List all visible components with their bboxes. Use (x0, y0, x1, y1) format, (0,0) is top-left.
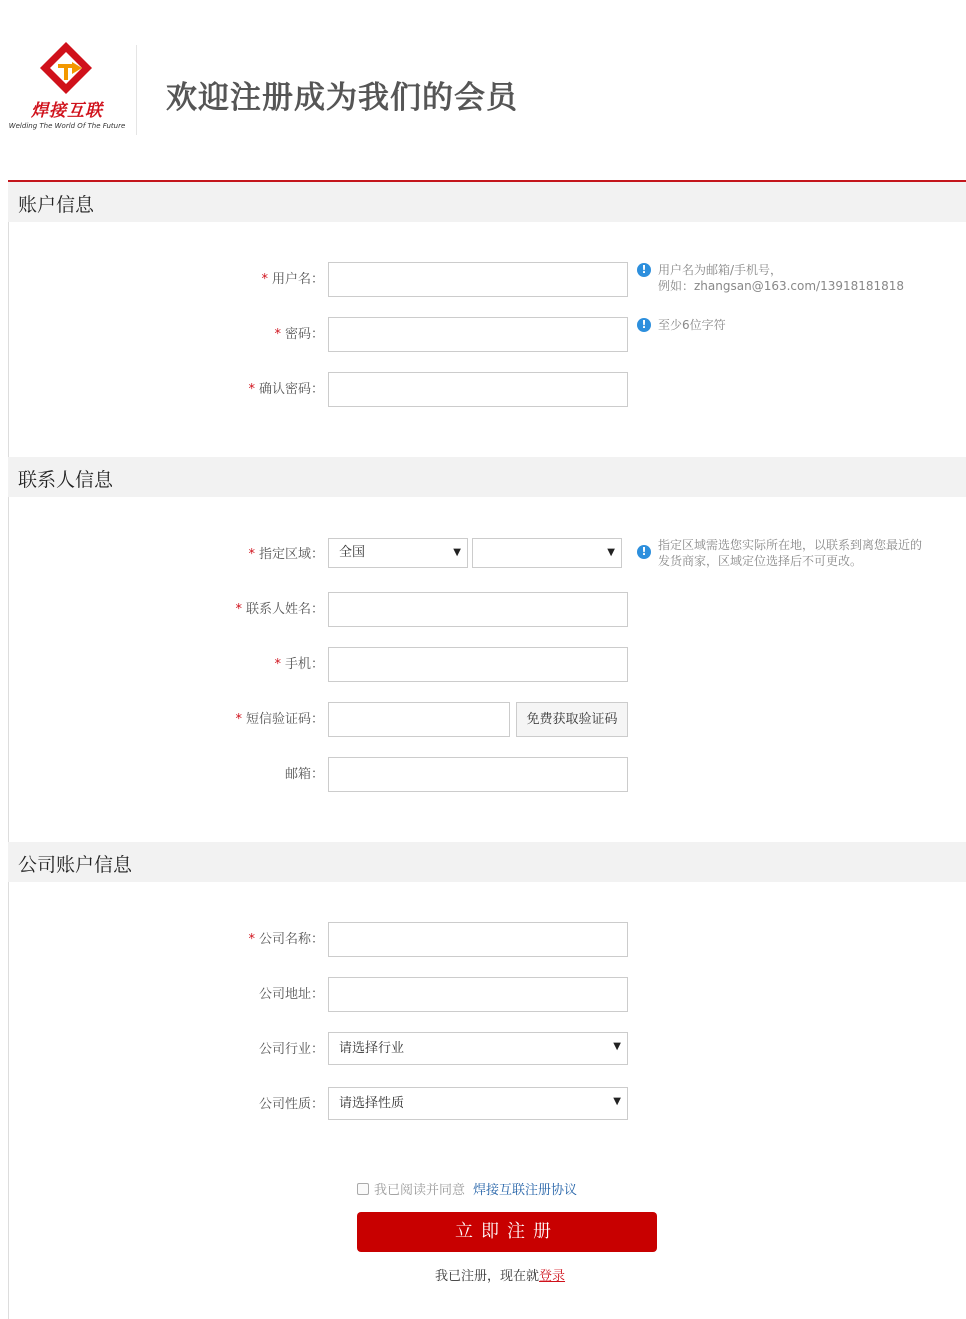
required-mark: * (261, 272, 268, 287)
contact-name-label: * 联系人姓名： (235, 602, 324, 617)
chevron-down-icon: ▼ (607, 547, 615, 558)
username-label: * 用户名： (261, 272, 324, 287)
agreement-row (357, 1179, 577, 1198)
chevron-down-icon: ▼ (613, 1041, 621, 1052)
get-sms-code-button[interactable]: 免费获取验证码 (516, 702, 628, 737)
company-address-input[interactable] (328, 977, 628, 1012)
brand-logo-icon (38, 40, 94, 96)
info-icon: ! (637, 318, 651, 332)
required-mark: * (235, 712, 242, 727)
phone-input[interactable] (328, 647, 628, 682)
section-title: 联系人信息 (18, 469, 114, 491)
logo-text: 焊接互联 (31, 101, 103, 121)
company-name-input[interactable] (328, 922, 628, 957)
subregion-select[interactable] (472, 538, 622, 568)
username-input[interactable] (328, 262, 628, 297)
page-header (0, 0, 966, 180)
section-account-header (8, 182, 966, 222)
company-industry-label: 公司行业： (258, 1042, 324, 1057)
chevron-down-icon: ▼ (613, 1096, 621, 1107)
required-mark: * (248, 382, 255, 397)
section-title: 账户信息 (18, 194, 95, 216)
brand-logo[interactable] (8, 40, 126, 135)
required-mark: * (248, 932, 255, 947)
region-hint: ! 指定区域需选您实际所在地，以联系到离您最近的 发货商家，区域定位选择后不可更改。 (637, 537, 957, 571)
confirm-password-input[interactable] (328, 372, 628, 407)
contact-name-input[interactable] (328, 592, 628, 627)
agree-text: 我已阅读并同意 (374, 1183, 466, 1198)
sms-code-label: * 短信验证码： (235, 712, 324, 727)
company-address-label: 公司地址： (258, 987, 324, 1002)
email-input[interactable] (328, 757, 628, 792)
password-hint: ! 至少6位字符 (637, 317, 837, 335)
section-contact-header (8, 457, 966, 497)
confirm-password-label: * 确认密码： (248, 382, 324, 397)
phone-label: * 手机： (274, 657, 324, 672)
company-name-label: * 公司名称： (248, 932, 324, 947)
login-prompt-row (435, 1265, 565, 1284)
login-prompt: 我已注册，现在就 (435, 1269, 540, 1284)
required-mark: * (235, 602, 242, 617)
login-link[interactable]: 登录 (539, 1269, 566, 1284)
content-left-border (8, 182, 9, 1319)
sms-code-input[interactable] (328, 702, 510, 737)
company-nature-label: 公司性质： (258, 1097, 324, 1112)
company-industry-select[interactable]: 请选择行业 ▼ (328, 1032, 628, 1065)
page-title: 欢迎注册成为我们的会员 (166, 80, 518, 116)
info-icon: ! (637, 545, 651, 559)
password-input[interactable] (328, 317, 628, 352)
required-mark: * (274, 657, 281, 672)
section-company-header (8, 842, 966, 882)
section-title: 公司账户信息 (18, 854, 133, 876)
region-select[interactable]: 全国 ▼ (328, 538, 468, 568)
email-label: 邮箱： (284, 767, 324, 782)
required-mark: * (248, 547, 255, 562)
agree-checkbox[interactable] (357, 1183, 369, 1195)
password-label: * 密码： (274, 327, 324, 342)
header-divider (136, 45, 137, 135)
info-icon: ! (637, 263, 651, 277)
register-button[interactable]: 立即注册 (357, 1212, 657, 1252)
agreement-link[interactable]: 焊接互联注册协议 (473, 1183, 578, 1198)
company-nature-select[interactable]: 请选择性质 ▼ (328, 1087, 628, 1120)
required-mark: * (274, 327, 281, 342)
logo-slogan: Welding The World Of The Future (8, 122, 126, 130)
username-hint: ! 用户名为邮箱/手机号， 例如：zhangsan@163.com/13918181818 (637, 262, 937, 296)
region-label: * 指定区域： (248, 547, 324, 562)
chevron-down-icon: ▼ (453, 547, 461, 558)
